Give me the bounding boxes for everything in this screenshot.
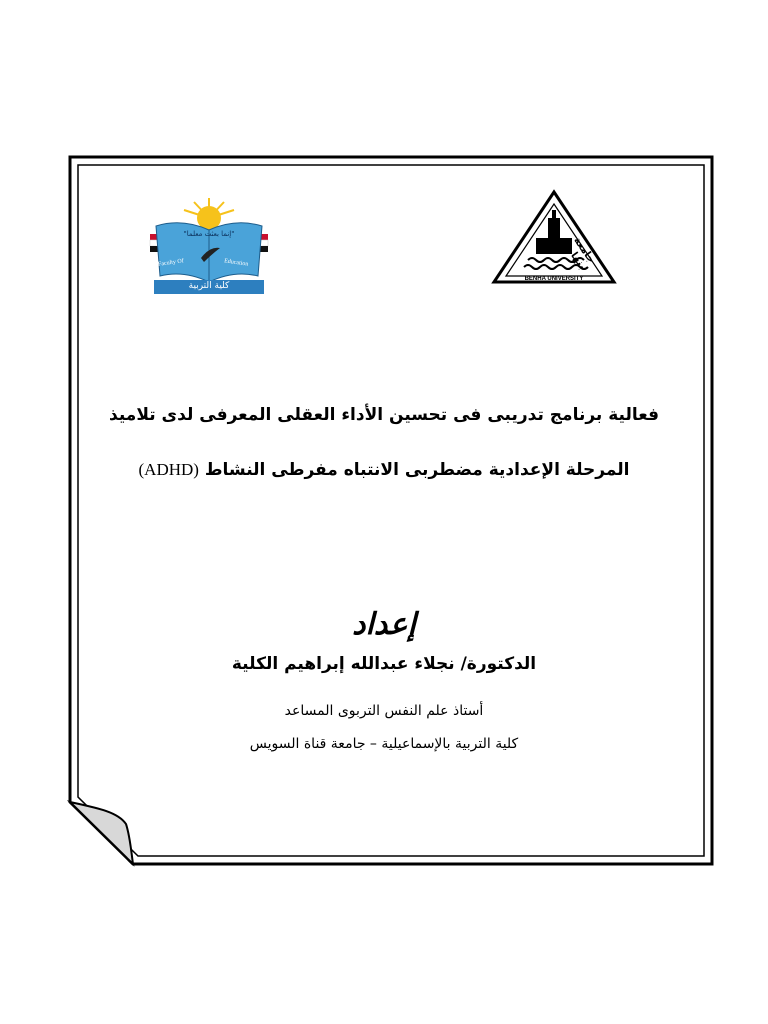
author-position: [80, 703, 688, 719]
title-abbreviation: (ADHD): [138, 460, 199, 479]
author-name-text: الدكتورة/ نجلاء عبدالله إبراهيم الكلية: [231, 654, 537, 674]
prepared-by-heading: [80, 607, 688, 642]
faculty-en-left: Faculty Of: [157, 258, 185, 268]
author-position-text: أستاذ علم النفس التربوى المساعد: [284, 703, 484, 719]
faculty-ar-name: كلية التربية: [188, 281, 230, 291]
page-curl: [70, 802, 133, 864]
author-institution: [80, 736, 688, 752]
benha-arabic-caption: جامعة بنها: [568, 235, 597, 272]
benha-english-caption: BENHA UNIVERSITY: [524, 276, 584, 282]
title-line-1: [80, 405, 688, 425]
author-name: [80, 654, 688, 674]
title-line-1-text: فعالية برنامج تدريبى فى تحسين الأداء العقلى المعرفى لدى تلاميذ: [109, 405, 659, 425]
prepared-by-text: إعداد: [352, 607, 416, 642]
title-line-2-text: المرحلة الإعدادية مضطربى الانتباه مفرطى النشاط: [204, 460, 630, 480]
benha-university-logo: [490, 188, 618, 292]
author-institution-text: كلية التربية بالإسماعيلية – جامعة قناة السويس: [249, 736, 519, 752]
title-line-2: [80, 460, 688, 480]
faculty-en-right: Education: [223, 258, 249, 268]
faculty-of-education-logo: [146, 196, 272, 296]
faculty-motto: "إنما بعثت معلما": [183, 230, 235, 238]
